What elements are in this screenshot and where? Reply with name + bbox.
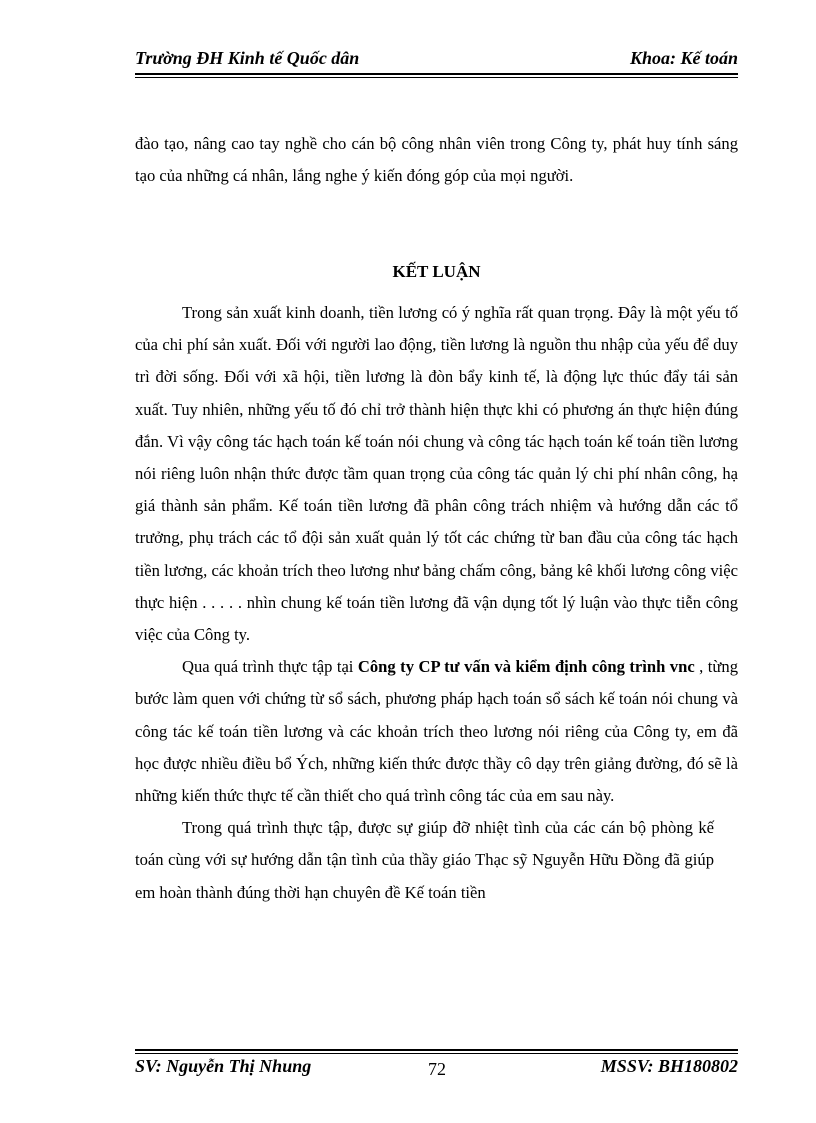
company-name: Công ty CP tư vấn và kiểm định công trình vnc [357,657,695,677]
footer-student-id: MSSV: BH180802 [600,1056,738,1076]
header-school: Trường ĐH Kinh tế Quốc dân [135,48,360,68]
paragraph-2-lead: Qua quá trình thực tập tại [182,657,358,677]
page-footer [135,1056,738,1080]
paragraph-2 [135,651,738,812]
conclusion-body [135,297,738,909]
page-number: 72 [428,1059,446,1079]
paragraph-1: Trong sản xuất kinh doanh, tiền lương có ý nghĩa rất quan trọng. Đây là một yếu tố của chi phí sản xuất. Đối với người lao động, tiền lương là nguồn thu nhập của yếu để duy trì đời sống. Đối với xã hội, tiền lương là đòn bẩy kinh tế, là động lực thúc đẩy tái sản xuất. Tuy nhiên, những yếu tố đó chỉ trở thành hiện thực khi có phương án thực hiện đúng đắn. Vì vậy công tác hạch toán kế toán nói chung và công tác hạch toán kế toán tiền lương nói riêng luôn nhận thức được tầm quan trọng của công tác quản lý chi phí nhân công, hạ giá thành sản phẩm. Kế toán tiền lương đã phân công trách nhiệm và hướng dẫn các tổ trưởng, phụ trách các tổ đội sản xuất quản lý tốt các chứng từ ban đầu của công tác hạch tiền lương, các khoản trích theo lương như bảng chấm công, bảng kê khối lương công việc thực hiện . . . . . nhìn chung kế toán tiền lương đã vận dụng tốt lý luận vào thực tiễn công việc của Công ty. [135,303,738,645]
intro-paragraph: đào tạo, nâng cao tay nghề cho cán bộ công nhân viên trong Công ty, phát huy tính sáng tạo của những cá nhân, lắng nghe ý kiến đóng góp của mọi người. [135,134,738,186]
paragraph-3: Trong quá trình thực tập, được sự giúp đỡ nhiệt tình của các cán bộ phòng kế toán cùng với sự hướng dẫn tận tình của thầy giáo Thạc sỹ Nguyễn Hữu Đồng đã giúp em hoàn thành đúng thời hạn chuyên đề Kế toán tiền [135,818,714,902]
header-rule-thin [135,77,738,78]
footer-rule-thin [135,1053,738,1054]
footer-rule-thick [135,1049,738,1051]
page-header [135,48,738,70]
paragraph-2-rest: , từng bước làm quen với chứng từ sổ sách, phương pháp hạch toán sổ sách kế toán nói chung và công tác kế toán tiền lương và các khoản trích theo lương nói riêng của Công ty, em đã học được nhiều điều bổ Ých, những kiến thức được thầy cô dạy trên giảng đường, đó sẽ là những kiến thức thực tế cần thiết cho quá trình công tác của em sau này. [135,657,738,806]
header-faculty: Khoa: Kế toán [629,48,738,68]
footer-student-name: SV: Nguyễn Thị Nhung [135,1056,312,1076]
header-rule-thick [135,73,738,75]
section-title: KẾT LUẬN [392,262,481,281]
